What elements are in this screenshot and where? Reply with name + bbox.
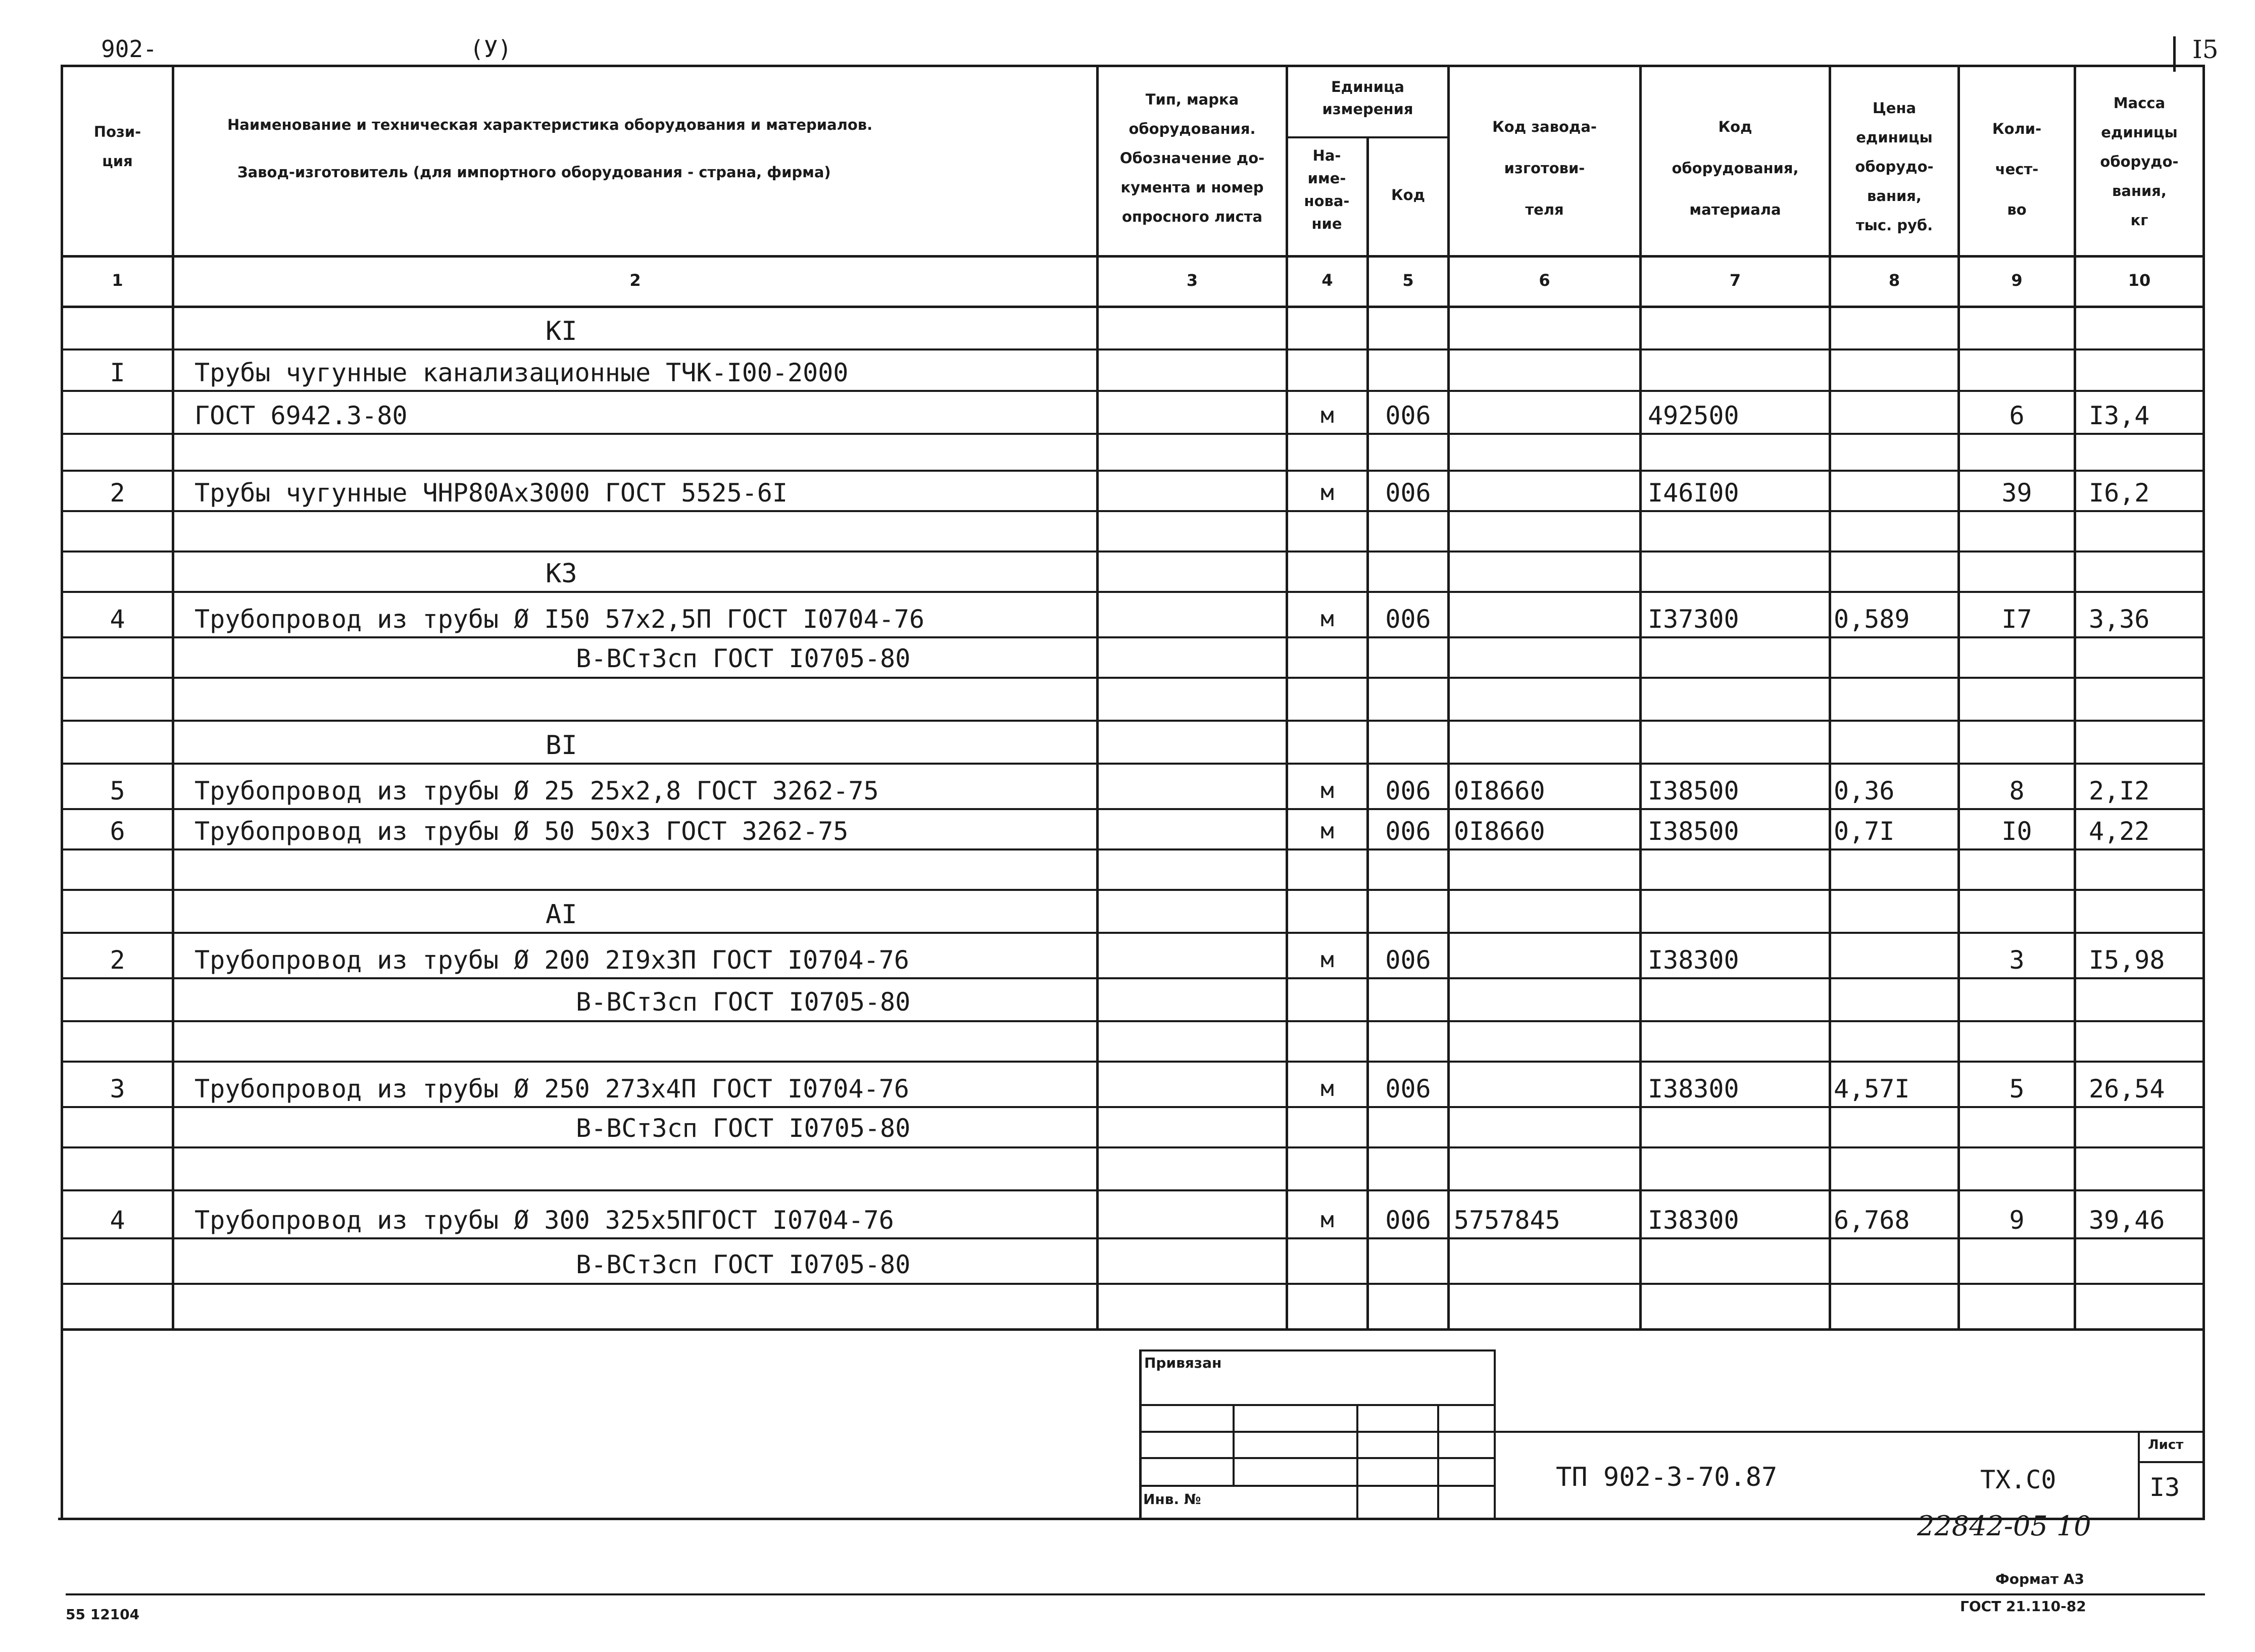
material-grade: В-ВСт3сп ГОСТ I0705-80 [576, 1250, 911, 1279]
sheet-number: I5 [2192, 35, 2219, 64]
cell-code: 006 [1385, 817, 1431, 846]
stamp-sheet-value: I3 [2149, 1473, 2180, 1502]
cell-equip: 492500 [1648, 401, 1739, 430]
colnum-6: 6 [1539, 271, 1550, 290]
cell-price: 0,7I [1834, 817, 1895, 846]
stamp-line-4 [1139, 1485, 1495, 1487]
cell-pos: I [110, 358, 125, 387]
material-grade: В-ВСт3сп ГОСТ I0705-80 [576, 1114, 911, 1143]
col-line-7 [1829, 65, 1831, 1330]
stamp-doc-mark: ТХ.С0 [1980, 1465, 2056, 1494]
cell-name: Трубопровод из трубы Ø 300 325х5ПГОСТ I0704-76 [194, 1206, 894, 1235]
table-bottom [61, 1328, 2205, 1331]
cell-price: 0,589 [1834, 605, 1910, 634]
cell-mass: I3,4 [2089, 401, 2150, 430]
cell-unit: м [1320, 403, 1334, 428]
cell-unit: м [1320, 947, 1334, 973]
stamp-attached-label: Привязан [1144, 1355, 1222, 1371]
cell-pos: 4 [110, 605, 125, 634]
section-label: К3 [546, 559, 577, 589]
cell-mass: I6,2 [2089, 478, 2150, 508]
cell-equip: I38300 [1648, 1074, 1739, 1104]
col-line-4 [1366, 136, 1369, 1330]
cell-pos: 4 [110, 1206, 125, 1235]
row-divider [61, 636, 2205, 638]
row-divider [61, 1146, 2205, 1148]
cell-factory: 0I8660 [1454, 776, 1545, 806]
col-line-9 [2074, 65, 2076, 1330]
row-divider [61, 390, 2205, 392]
stamp-attached-right [1494, 1349, 1496, 1519]
cell-equip: I38300 [1648, 1206, 1739, 1235]
col-line-6 [1639, 65, 1642, 1330]
cell-qty: 3 [2009, 945, 2025, 975]
colnum-10: 10 [2128, 271, 2151, 290]
cell-qty: 5 [2009, 1074, 2025, 1104]
cell-unit: м [1320, 480, 1334, 506]
row-divider [61, 889, 2205, 891]
row-divider [61, 932, 2205, 934]
cell-unit: м [1320, 1207, 1334, 1233]
cell-qty: 39 [2001, 478, 2032, 508]
cell-mass: I5,98 [2089, 945, 2165, 975]
header-bottom [61, 255, 2205, 258]
colnum-bottom [61, 306, 2205, 308]
format-label: Формат А3 [1995, 1571, 2084, 1587]
cell-name: Трубопровод из трубы Ø 50 50х3 ГОСТ 3262-75 [194, 817, 849, 846]
cell-pos: 2 [110, 478, 125, 508]
cell-pos: 3 [110, 1074, 125, 1104]
row-divider [61, 1061, 2205, 1063]
colnum-7: 7 [1729, 271, 1741, 290]
row-divider [61, 1189, 2205, 1191]
cell-mass: 39,46 [2089, 1206, 2165, 1235]
gost-label: ГОСТ 21.110-82 [1960, 1598, 2086, 1615]
cell-name: Трубопровод из трубы Ø I50 57х2,5П ГОСТ I0704-76 [194, 605, 924, 634]
colnum-9: 9 [2011, 271, 2023, 290]
header-unit-code: Код [1391, 186, 1426, 204]
unit-group-divider [1286, 136, 1448, 138]
stamp-line-1 [1139, 1404, 1495, 1406]
header-name-line1: Наименование и техническая характеристика оборудования и материалов. [227, 116, 873, 133]
col-line-5 [1447, 65, 1450, 1330]
row-divider [61, 808, 2205, 810]
cell-mass: 4,22 [2089, 817, 2150, 846]
colnum-2: 2 [629, 271, 641, 290]
header-factory-code: Код завода- изготови- теля [1492, 118, 1597, 218]
header-position: Пози- ция [93, 123, 141, 170]
cell-qty: 6 [2009, 401, 2025, 430]
stamp-left [1139, 1349, 1142, 1519]
header-equipment-code: Код оборудования, материала [1672, 118, 1799, 218]
stamp-top [1139, 1349, 1495, 1351]
cell-qty: I7 [2001, 605, 2032, 634]
row-divider [61, 510, 2205, 512]
cell-pos: 6 [110, 817, 125, 846]
print-code: 55 12104 [66, 1606, 140, 1623]
frame-bottom [58, 1518, 2205, 1520]
colnum-8: 8 [1888, 271, 1900, 290]
section-label: BI [546, 730, 577, 761]
cell-qty: 9 [2009, 1206, 2025, 1235]
cell-equip: I37300 [1648, 605, 1739, 634]
stamp-inv-label: Инв. № [1143, 1491, 1201, 1508]
header-price: Цена единицы оборудо- вания, тыс. руб. [1855, 99, 1934, 234]
row-divider [61, 1020, 2205, 1022]
material-grade: В-ВСт3сп ГОСТ I0705-80 [576, 987, 911, 1017]
cell-code: 006 [1385, 945, 1431, 975]
section-label: KI [546, 316, 577, 346]
cell-mass: 3,36 [2089, 605, 2150, 634]
note-label: (У) [470, 35, 512, 63]
row-divider [61, 1283, 2205, 1285]
header-unit-group: Единица измерения [1322, 78, 1413, 118]
colnum-5: 5 [1402, 271, 1414, 290]
stamp-line-2 [1139, 1431, 1495, 1433]
cell-name: Трубы чугунные ЧНР80Ах3000 ГОСТ 5525-6I [194, 478, 788, 508]
colnum-3: 3 [1186, 271, 1198, 290]
cell-code: 006 [1385, 1074, 1431, 1104]
col-line-2 [1096, 65, 1099, 1330]
row-divider [61, 550, 2205, 553]
stamp-col-2 [1356, 1404, 1358, 1518]
stamp-sheet-label: Лист [2148, 1437, 2184, 1453]
cell-pos: 2 [110, 945, 125, 975]
row-divider [61, 977, 2205, 979]
cell-price: 0,36 [1834, 776, 1895, 806]
stamp-col-3 [1437, 1404, 1439, 1518]
row-divider [61, 848, 2205, 850]
cell-price: 6,768 [1834, 1206, 1910, 1235]
header-type: Тип, марка оборудования. Обозначение до- кумента и номер опросного листа [1119, 91, 1265, 225]
row-divider [61, 433, 2205, 435]
cell-code: 006 [1385, 776, 1431, 806]
col-line-3 [1286, 65, 1288, 1330]
cell-name: Трубопровод из трубы Ø 25 25х2,8 ГОСТ 3262-75 [194, 776, 879, 806]
series-label: 902- [101, 35, 157, 63]
cell-equip: I46I00 [1648, 478, 1739, 508]
header-name-line2: Завод-изготовитель (для импортного оборудования - страна, фирма) [237, 164, 831, 181]
stamp-doc-code: ТП 902-3-70.87 [1556, 1462, 1778, 1492]
frame-top [61, 65, 2205, 67]
stamp-sheet-divider [2138, 1461, 2203, 1463]
handwritten-number: 22842-05 10 [1917, 1510, 2091, 1542]
stamp-col-1 [1233, 1404, 1235, 1485]
row-divider [61, 591, 2205, 593]
cell-name: ГОСТ 6942.3-80 [194, 401, 408, 430]
cell-name: Трубопровод из трубы Ø 250 273х4П ГОСТ I0704-76 [194, 1074, 909, 1104]
row-divider [61, 720, 2205, 722]
cell-price: 4,57I [1834, 1074, 1910, 1104]
colnum-4: 4 [1321, 271, 1333, 290]
cell-mass: 2,I2 [2089, 776, 2150, 806]
cell-factory: 0I8660 [1454, 817, 1545, 846]
row-divider [61, 1237, 2205, 1239]
stamp-line-3 [1139, 1457, 1495, 1459]
row-divider [61, 677, 2205, 679]
header-quantity: Коли- чест- во [1992, 120, 2042, 218]
cell-code: 006 [1385, 1206, 1431, 1235]
cell-factory: 5757845 [1454, 1206, 1560, 1235]
cell-mass: 26,54 [2089, 1074, 2165, 1104]
header-mass: Масса единицы оборудо- вания, кг [2100, 94, 2179, 229]
col-line-1 [172, 65, 174, 1330]
stamp-main-top [1494, 1431, 2203, 1433]
cell-unit: м [1320, 1076, 1334, 1102]
section-label: AI [546, 899, 577, 930]
footer-rule [66, 1593, 2205, 1595]
cell-unit: м [1320, 818, 1334, 844]
cell-name: Трубы чугунные канализационные ТЧК-I00-2000 [194, 358, 849, 387]
col-line-8 [1957, 65, 1960, 1330]
stamp-sheet-left [2138, 1431, 2140, 1518]
colnum-1: 1 [112, 271, 123, 290]
cell-unit: м [1320, 606, 1334, 632]
row-divider [61, 1106, 2205, 1108]
material-grade: В-ВСт3сп ГОСТ I0705-80 [576, 644, 911, 673]
cell-equip: I38300 [1648, 945, 1739, 975]
cell-code: 006 [1385, 478, 1431, 508]
frame-right [2202, 65, 2205, 1519]
cell-code: 006 [1385, 401, 1431, 430]
cell-pos: 5 [110, 776, 125, 806]
cell-equip: I38500 [1648, 817, 1739, 846]
row-divider [61, 470, 2205, 472]
row-divider [61, 348, 2205, 351]
cell-code: 006 [1385, 605, 1431, 634]
cell-name: Трубопровод из трубы Ø 200 2I9х3П ГОСТ I0704-76 [194, 945, 909, 975]
row-divider [61, 763, 2205, 765]
cell-qty: 8 [2009, 776, 2025, 806]
cell-qty: I0 [2001, 817, 2032, 846]
header-unit-name: На- име- нова- ние [1304, 147, 1350, 232]
cell-equip: I38500 [1648, 776, 1739, 806]
cell-unit: м [1320, 778, 1334, 804]
